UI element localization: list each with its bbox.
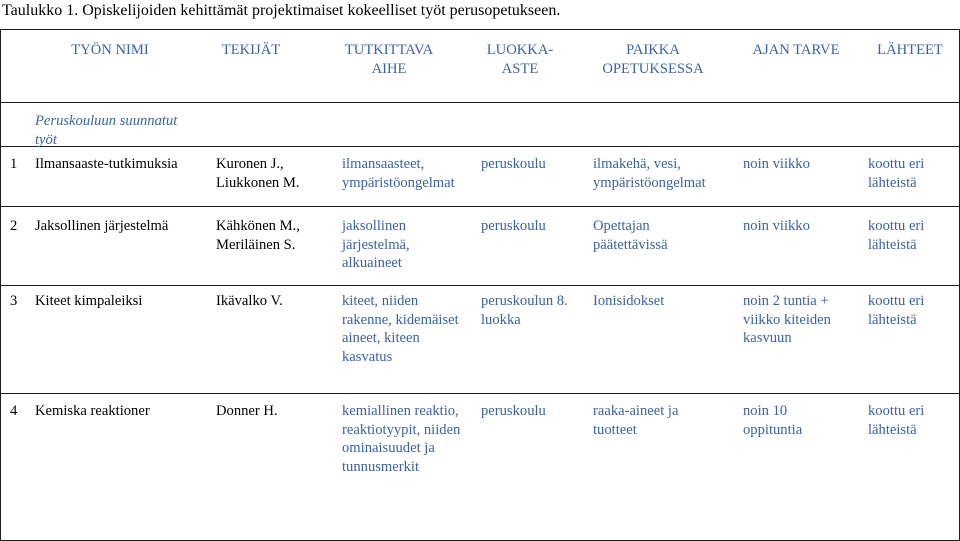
work-authors: Ikävalko V. [216,293,283,309]
work-time: noin viikko [743,156,810,172]
table-border-top [0,29,960,30]
header-subject: TUTKITTAVA AIHE [344,42,434,77]
work-place: Ionisidokset [593,293,665,309]
row-divider [0,285,960,286]
table-caption: Taulukko 1. Opiskelijoiden kehittämät projektimaiset kokeelliset työt perusopetukseen. [2,2,561,19]
work-subject: jaksollinen järjestelmä, alkuaineet [342,218,410,272]
row-number: 2 [10,218,18,234]
work-name: Jaksollinen järjestelmä [35,218,169,234]
table-border-left [0,29,1,541]
row-divider [0,393,960,394]
header-authors: TEKIJÄT [221,42,281,58]
header-name: TYÖN NIMI [71,42,149,58]
row-number: 1 [10,156,18,172]
work-name: Kiteet kimpaleiksi [35,293,143,309]
work-subject: kemiallinen reaktio, reaktiotyypit, niiden ominaisuudet ja tunnusmerkit [342,403,461,475]
row-number: 4 [10,403,18,419]
header-place: PAIKKA OPETUKSESSA [602,42,704,77]
work-subject: kiteet, niiden rakenne, kidemäiset aineet, kiteen kasvatus [342,293,459,365]
work-sources: koottu eri lähteistä [868,218,925,253]
work-time: noin 2 tuntia + viikko kiteiden kasvuun [743,293,831,347]
section-label: Peruskouluun suunnatut työt [35,113,178,148]
work-place: ilmakehä, vesi, ympäristöongelmat [593,156,706,191]
header-sources: LÄHTEET [877,42,943,58]
work-place: Opettajan päätettävissä [593,218,668,253]
work-name: Kemiska reaktioner [35,403,150,419]
work-grade: peruskoulu [481,156,546,172]
work-grade: peruskoulu [481,218,546,234]
work-sources: koottu eri lähteistä [868,156,925,191]
row-number: 3 [10,293,18,309]
work-place: raaka-aineet ja tuotteet [593,403,679,438]
work-sources: koottu eri lähteistä [868,293,925,328]
row-divider [0,206,960,207]
work-authors: Kähkönen M., Meriläinen S. [216,218,300,253]
work-time: noin 10 oppituntia [743,403,803,438]
header-grade: LUOKKA- ASTE [486,42,554,77]
header-divider [0,102,960,103]
work-grade: peruskoulu [481,403,546,419]
header-time: AJAN TARVE [752,42,840,58]
work-subject: ilmansaasteet, ympäristöongelmat [342,156,455,191]
work-authors: Kuronen J., Liukkonen M. [216,156,300,191]
work-time: noin viikko [743,218,810,234]
work-grade: peruskoulun 8. luokka [481,293,568,328]
work-sources: koottu eri lähteistä [868,403,925,438]
work-authors: Donner H. [216,403,278,419]
work-name: Ilmansaaste-tutkimuksia [35,156,178,172]
